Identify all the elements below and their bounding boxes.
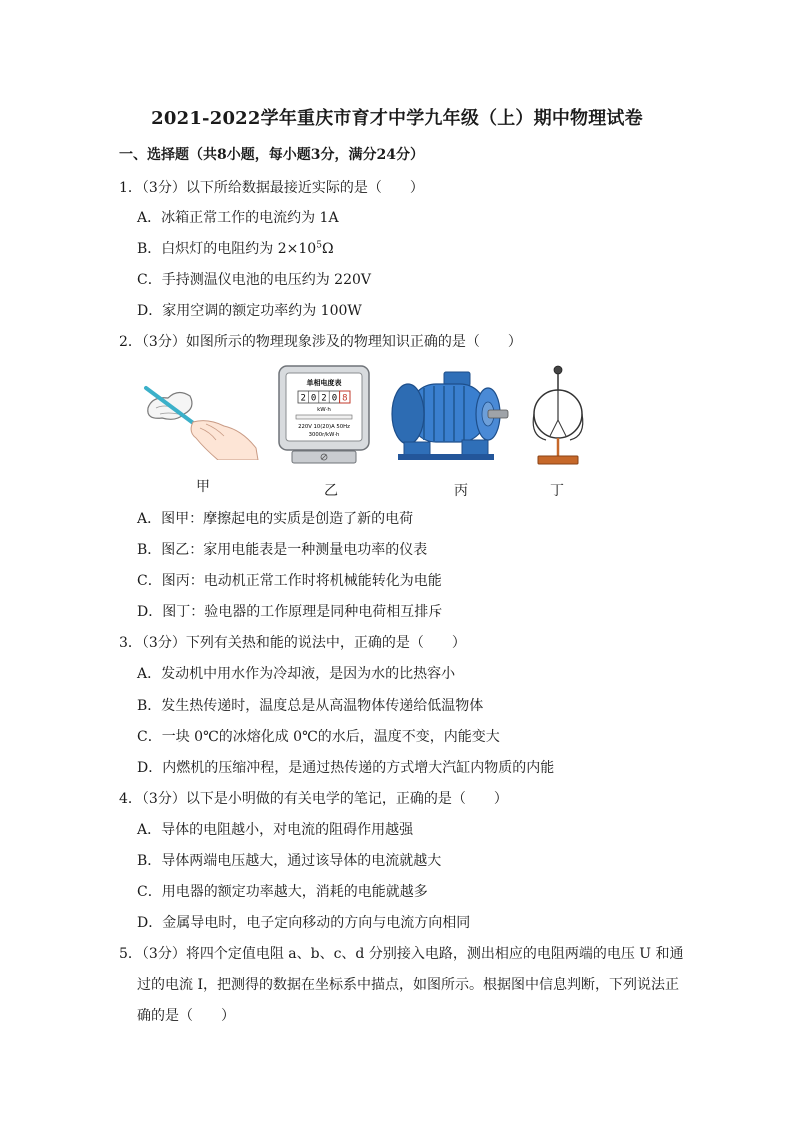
question-2-option-d: D．图丁：验电器的工作原理是同种电荷相互排斥 xyxy=(137,604,443,620)
meter-digit: 2 xyxy=(300,393,306,404)
question-3-option-a: A．发动机中用水作为冷却液，是因为水的比热容小 xyxy=(137,666,456,682)
question-2-stem: 2．（3分）如图所示的物理现象涉及的物理知识正确的是（ ） xyxy=(119,334,522,350)
question-4-option-c: C．用电器的额定功率越大，消耗的电能就越多 xyxy=(137,884,428,900)
meter-rate: 3000r/kW·h xyxy=(308,432,340,438)
meter-digit: 8 xyxy=(342,393,348,404)
question-4-stem: 4．（3分）以下是小明做的有关电学的笔记，正确的是（ ） xyxy=(119,791,508,807)
question-1-stem: 1．（3分）以下所给数据最接近实际的是（ ） xyxy=(119,180,424,196)
section-heading: 一、选择题（共8小题，每小题3分，满分24分） xyxy=(119,147,424,163)
question-3-option-d: D．内燃机的压缩冲程，是通过热传递的方式增大汽缸内物质的内能 xyxy=(137,760,555,776)
question-2-option-b: B．图乙：家用电能表是一种测量电功率的仪表 xyxy=(137,542,428,558)
figure-jia-friction xyxy=(138,378,262,460)
figure-caption-yi: 乙 xyxy=(324,483,338,499)
question-4-option-b: B．导体两端电压越大，通过该导体的电流就越大 xyxy=(137,853,442,869)
figure-ding-electroscope xyxy=(532,364,588,468)
question-1-option-a: A．冰箱正常工作的电流约为 1A xyxy=(137,210,339,226)
question-3-stem: 3．（3分）下列有关热和能的说法中，正确的是（ ） xyxy=(119,635,466,651)
question-2-option-c: C．图丙：电动机正常工作时将机械能转化为电能 xyxy=(137,573,442,589)
meter-title: 单相电度表 xyxy=(306,379,342,387)
question-1-option-c: C．手持测温仪电池的电压约为 220V xyxy=(137,272,371,288)
figure-bing-electric-motor xyxy=(388,370,512,466)
question-5-stem-line-3: 确的是（ ） xyxy=(137,1008,235,1024)
figure-caption-bing: 丙 xyxy=(454,483,468,499)
question-4-option-d: D．金属导电时，电子定向移动的方向与电流方向相同 xyxy=(137,915,471,931)
question-1-option-b: B．白炽灯的电阻约为 $2\times 10^5\Omega$ xyxy=(137,240,334,257)
figure-caption-jia: 甲 xyxy=(196,479,210,495)
question-3-option-b: B．发生热传递时，温度总是从高温物体传递给低温物体 xyxy=(137,698,484,714)
question-2-option-a: A．图甲：摩擦起电的实质是创造了新的电荷 xyxy=(137,511,414,527)
figure-yi-energy-meter xyxy=(278,365,370,465)
meter-unit: kW·h xyxy=(317,407,331,413)
meter-digit: 2 xyxy=(321,393,327,404)
figure-caption-ding: 丁 xyxy=(550,483,564,499)
question-5-stem-line-2: 过的电流 I，把测得的数据在坐标系中描点，如图所示。根据图中信息判断，下列说法正 xyxy=(137,977,679,993)
question-1-option-d: D．家用空调的额定功率约为 100W xyxy=(137,303,362,319)
question-3-option-c: C．一块 0℃的冰熔化成 0℃的水后，温度不变，内能变大 xyxy=(137,729,500,745)
meter-digit: 0 xyxy=(310,393,317,404)
page-title: 2021-2022学年重庆市育才中学九年级（上）期中物理试卷 xyxy=(151,108,643,129)
question-5-stem-line-1: 5．（3分）将四个定值电阻 a、b、c、d 分别接入电路，测出相应的电阻两端的电压 U 和通 xyxy=(119,946,684,962)
meter-digit: 0 xyxy=(331,393,338,404)
question-4-option-a: A．导体的电阻越小，对电流的阻碍作用越强 xyxy=(137,822,414,838)
meter-spec: 220V 10(20)A 50Hz xyxy=(298,424,350,430)
